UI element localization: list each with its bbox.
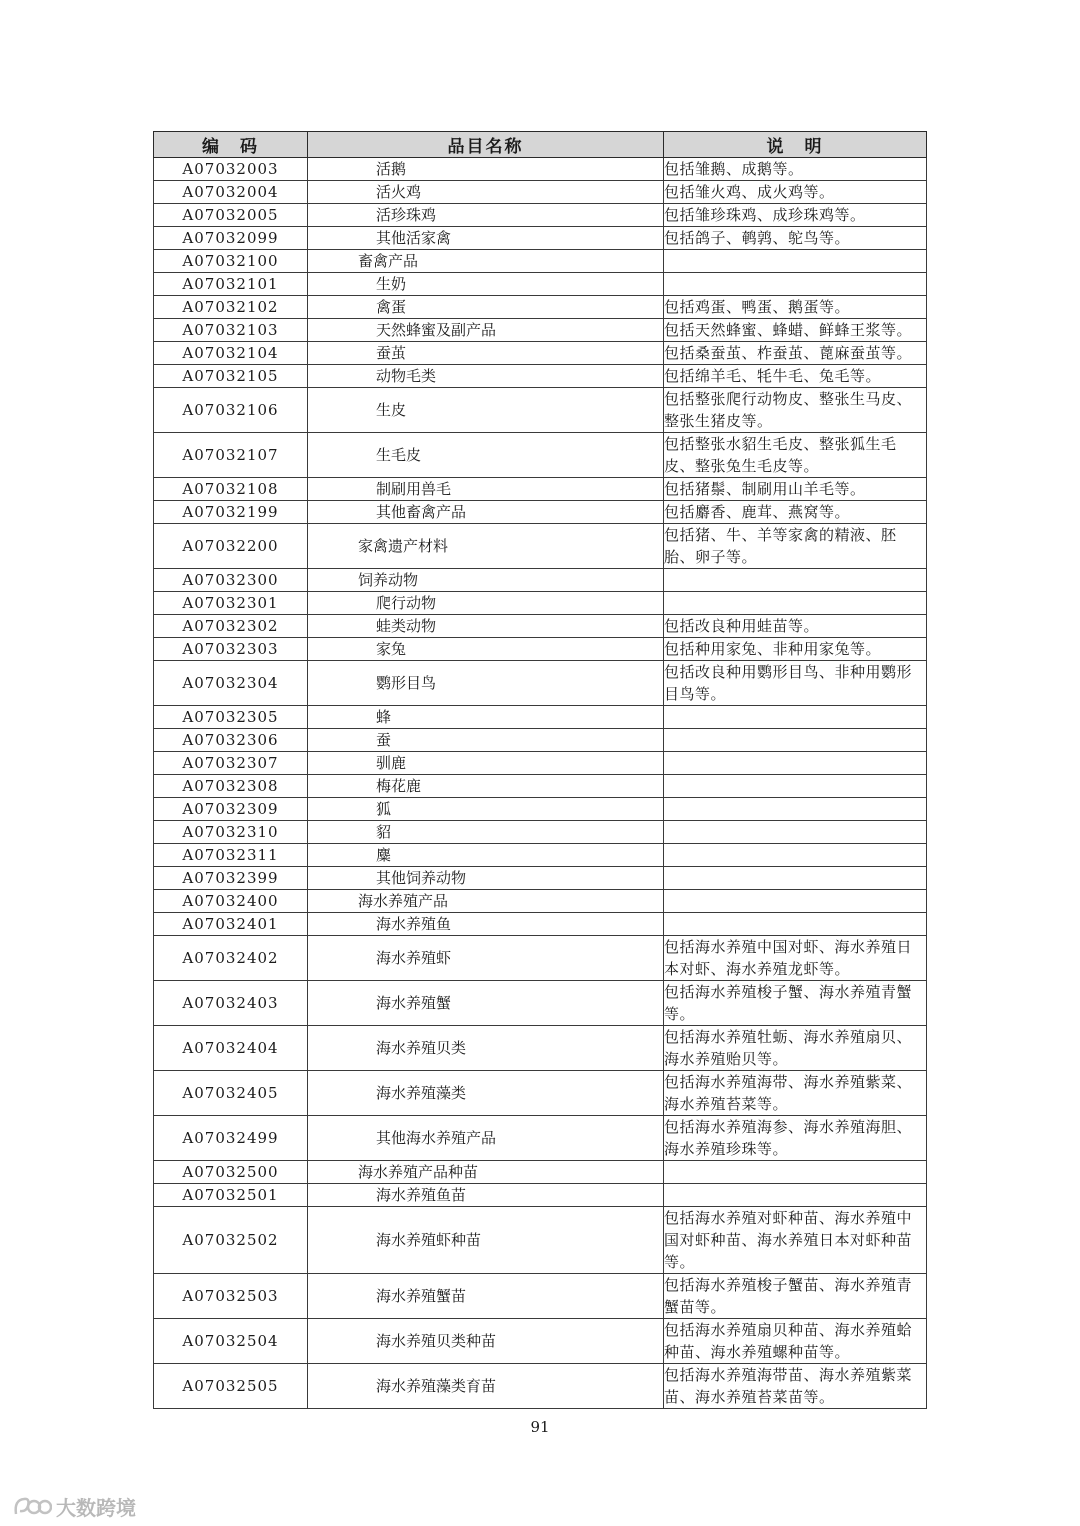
name-cell: 活鹅 <box>308 158 664 181</box>
name-cell: 梅花鹿 <box>308 775 664 798</box>
table-row <box>154 342 927 365</box>
code-cell: A07032400 <box>154 890 308 913</box>
code-cell: A07032305 <box>154 706 308 729</box>
table-row <box>154 1161 927 1184</box>
name-cell: 畜禽产品 <box>308 250 664 273</box>
table-row <box>154 1319 927 1364</box>
desc-cell: 包括海水养殖对虾种苗、海水养殖中国对虾种苗、海水养殖日本对虾种苗等。 <box>664 1207 927 1274</box>
name-cell: 天然蜂蜜及副产品 <box>308 319 664 342</box>
desc-cell <box>664 890 927 913</box>
table-row <box>154 524 927 569</box>
code-cell: A07032404 <box>154 1026 308 1071</box>
desc-cell: 包括海水养殖海参、海水养殖海胆、海水养殖珍珠等。 <box>664 1116 927 1161</box>
code-cell: A07032107 <box>154 433 308 478</box>
name-cell: 活珍珠鸡 <box>308 204 664 227</box>
code-cell: A07032108 <box>154 478 308 501</box>
header-desc: 说 明 <box>664 132 927 158</box>
table-row <box>154 913 927 936</box>
code-cell: A07032402 <box>154 936 308 981</box>
name-cell: 驯鹿 <box>308 752 664 775</box>
name-cell: 生皮 <box>308 388 664 433</box>
code-cell: A07032499 <box>154 1116 308 1161</box>
table-row <box>154 1207 927 1274</box>
code-cell: A07032103 <box>154 319 308 342</box>
desc-cell: 包括猪、牛、羊等家禽的精液、胚胎、卵子等。 <box>664 524 927 569</box>
watermark-text: 大数跨境 <box>56 1496 136 1520</box>
table-header <box>154 132 927 158</box>
table-row <box>154 388 927 433</box>
table-row <box>154 981 927 1026</box>
name-cell: 海水养殖蟹苗 <box>308 1274 664 1319</box>
code-cell: A07032200 <box>154 524 308 569</box>
desc-cell <box>664 729 927 752</box>
table-row <box>154 1116 927 1161</box>
name-cell: 其他饲养动物 <box>308 867 664 890</box>
desc-cell <box>664 775 927 798</box>
code-cell: A07032100 <box>154 250 308 273</box>
name-cell: 动物毛类 <box>308 365 664 388</box>
code-cell: A07032303 <box>154 638 308 661</box>
desc-cell: 包括麝香、鹿茸、燕窝等。 <box>664 501 927 524</box>
watermark-logo-icon <box>12 1494 52 1520</box>
table-row <box>154 844 927 867</box>
name-cell: 制刷用兽毛 <box>308 478 664 501</box>
desc-cell <box>664 798 927 821</box>
name-cell: 蜂 <box>308 706 664 729</box>
name-cell: 貂 <box>308 821 664 844</box>
name-cell: 海水养殖鱼 <box>308 913 664 936</box>
desc-cell: 包括海水养殖中国对虾、海水养殖日本对虾、海水养殖龙虾等。 <box>664 936 927 981</box>
table-row <box>154 1364 927 1409</box>
table-body <box>154 158 927 1409</box>
table-row <box>154 867 927 890</box>
code-cell: A07032099 <box>154 227 308 250</box>
code-cell: A07032500 <box>154 1161 308 1184</box>
desc-cell: 包括天然蜂蜜、蜂蜡、鲜蜂王浆等。 <box>664 319 927 342</box>
code-cell: A07032004 <box>154 181 308 204</box>
table-row <box>154 1071 927 1116</box>
page-number: 91 <box>530 1418 550 1436</box>
desc-cell <box>664 821 927 844</box>
desc-cell: 包括整张爬行动物皮、整张生马皮、整张生猪皮等。 <box>664 388 927 433</box>
code-cell: A07032302 <box>154 615 308 638</box>
code-cell: A07032307 <box>154 752 308 775</box>
name-cell: 海水养殖蟹 <box>308 981 664 1026</box>
table-row <box>154 433 927 478</box>
table-row <box>154 365 927 388</box>
table-row <box>154 752 927 775</box>
table-row <box>154 478 927 501</box>
name-cell: 麋 <box>308 844 664 867</box>
desc-cell <box>664 752 927 775</box>
name-cell: 家兔 <box>308 638 664 661</box>
table-row <box>154 661 927 706</box>
code-cell: A07032199 <box>154 501 308 524</box>
code-cell: A07032106 <box>154 388 308 433</box>
code-cell: A07032504 <box>154 1319 308 1364</box>
name-cell: 禽蛋 <box>308 296 664 319</box>
name-cell: 海水养殖贝类种苗 <box>308 1319 664 1364</box>
code-cell: A07032403 <box>154 981 308 1026</box>
table-row <box>154 501 927 524</box>
code-cell: A07032503 <box>154 1274 308 1319</box>
desc-cell <box>664 273 927 296</box>
table-row <box>154 775 927 798</box>
name-cell: 海水养殖虾 <box>308 936 664 981</box>
desc-cell <box>664 592 927 615</box>
table-row <box>154 615 927 638</box>
table-row <box>154 706 927 729</box>
code-cell: A07032005 <box>154 204 308 227</box>
name-cell: 蚕 <box>308 729 664 752</box>
code-cell: A07032401 <box>154 913 308 936</box>
name-cell: 海水养殖贝类 <box>308 1026 664 1071</box>
watermark <box>12 1492 136 1521</box>
desc-cell: 包括海水养殖梭子蟹苗、海水养殖青蟹苗等。 <box>664 1274 927 1319</box>
table-row <box>154 319 927 342</box>
desc-cell: 包括猪鬃、制刷用山羊毛等。 <box>664 478 927 501</box>
code-cell: A07032311 <box>154 844 308 867</box>
name-cell: 生毛皮 <box>308 433 664 478</box>
name-cell: 海水养殖藻类 <box>308 1071 664 1116</box>
desc-cell: 包括种用家兔、非种用家兔等。 <box>664 638 927 661</box>
table-row <box>154 1274 927 1319</box>
desc-cell <box>664 913 927 936</box>
header-code: 编 码 <box>154 132 308 158</box>
table-row <box>154 592 927 615</box>
desc-cell: 包括整张水貂生毛皮、整张狐生毛皮、整张兔生毛皮等。 <box>664 433 927 478</box>
desc-cell: 包括雏珍珠鸡、成珍珠鸡等。 <box>664 204 927 227</box>
table-row <box>154 1026 927 1071</box>
table-row <box>154 273 927 296</box>
code-cell: A07032501 <box>154 1184 308 1207</box>
name-cell: 鹦形目鸟 <box>308 661 664 706</box>
name-cell: 活火鸡 <box>308 181 664 204</box>
name-cell: 海水养殖产品 <box>308 890 664 913</box>
desc-cell: 包括海水养殖海带、海水养殖紫菜、海水养殖苔菜等。 <box>664 1071 927 1116</box>
code-cell: A07032308 <box>154 775 308 798</box>
desc-cell <box>664 844 927 867</box>
desc-cell: 包括海水养殖海带苗、海水养殖紫菜苗、海水养殖苔菜苗等。 <box>664 1364 927 1409</box>
table-row <box>154 569 927 592</box>
name-cell: 生奶 <box>308 273 664 296</box>
name-cell: 家禽遗产材料 <box>308 524 664 569</box>
table-row <box>154 890 927 913</box>
name-cell: 蚕茧 <box>308 342 664 365</box>
table-row <box>154 729 927 752</box>
code-cell: A07032309 <box>154 798 308 821</box>
name-cell: 饲养动物 <box>308 569 664 592</box>
table-row <box>154 296 927 319</box>
name-cell: 蛙类动物 <box>308 615 664 638</box>
name-cell: 狐 <box>308 798 664 821</box>
table-row <box>154 936 927 981</box>
header-name: 品目名称 <box>308 132 664 158</box>
code-cell: A07032105 <box>154 365 308 388</box>
code-cell: A07032310 <box>154 821 308 844</box>
name-cell: 海水养殖产品种苗 <box>308 1161 664 1184</box>
table-row <box>154 821 927 844</box>
name-cell: 海水养殖藻类育苗 <box>308 1364 664 1409</box>
code-cell: A07032306 <box>154 729 308 752</box>
name-cell: 其他海水养殖产品 <box>308 1116 664 1161</box>
desc-cell: 包括海水养殖牡蛎、海水养殖扇贝、海水养殖贻贝等。 <box>664 1026 927 1071</box>
desc-cell: 包括绵羊毛、牦牛毛、兔毛等。 <box>664 365 927 388</box>
desc-cell: 包括海水养殖梭子蟹、海水养殖青蟹等。 <box>664 981 927 1026</box>
code-cell: A07032405 <box>154 1071 308 1116</box>
code-cell: A07032102 <box>154 296 308 319</box>
table-row <box>154 798 927 821</box>
desc-cell: 包括桑蚕茧、柞蚕茧、蓖麻蚕茧等。 <box>664 342 927 365</box>
desc-cell: 包括鸽子、鹌鹑、鸵鸟等。 <box>664 227 927 250</box>
name-cell: 海水养殖鱼苗 <box>308 1184 664 1207</box>
desc-cell <box>664 706 927 729</box>
code-cell: A07032399 <box>154 867 308 890</box>
name-cell: 其他畜禽产品 <box>308 501 664 524</box>
table-row <box>154 181 927 204</box>
desc-cell: 包括鸡蛋、鸭蛋、鹅蛋等。 <box>664 296 927 319</box>
desc-cell <box>664 250 927 273</box>
code-cell: A07032505 <box>154 1364 308 1409</box>
desc-cell <box>664 1161 927 1184</box>
desc-cell <box>664 867 927 890</box>
code-cell: A07032003 <box>154 158 308 181</box>
name-cell: 海水养殖虾种苗 <box>308 1207 664 1274</box>
code-cell: A07032301 <box>154 592 308 615</box>
desc-cell: 包括雏鹅、成鹅等。 <box>664 158 927 181</box>
name-cell: 其他活家禽 <box>308 227 664 250</box>
code-cell: A07032304 <box>154 661 308 706</box>
table-row <box>154 250 927 273</box>
table-row <box>154 227 927 250</box>
desc-cell: 包括海水养殖扇贝种苗、海水养殖蛤种苗、海水养殖螺种苗等。 <box>664 1319 927 1364</box>
desc-cell: 包括雏火鸡、成火鸡等。 <box>664 181 927 204</box>
code-cell: A07032101 <box>154 273 308 296</box>
catalog-table <box>153 131 927 1409</box>
code-cell: A07032502 <box>154 1207 308 1274</box>
table-row <box>154 638 927 661</box>
code-cell: A07032300 <box>154 569 308 592</box>
table-row <box>154 1184 927 1207</box>
desc-cell: 包括改良种用蛙苗等。 <box>664 615 927 638</box>
table-row <box>154 158 927 181</box>
code-cell: A07032104 <box>154 342 308 365</box>
desc-cell: 包括改良种用鹦形目鸟、非种用鹦形目鸟等。 <box>664 661 927 706</box>
desc-cell <box>664 1184 927 1207</box>
table-row <box>154 204 927 227</box>
desc-cell <box>664 569 927 592</box>
name-cell: 爬行动物 <box>308 592 664 615</box>
